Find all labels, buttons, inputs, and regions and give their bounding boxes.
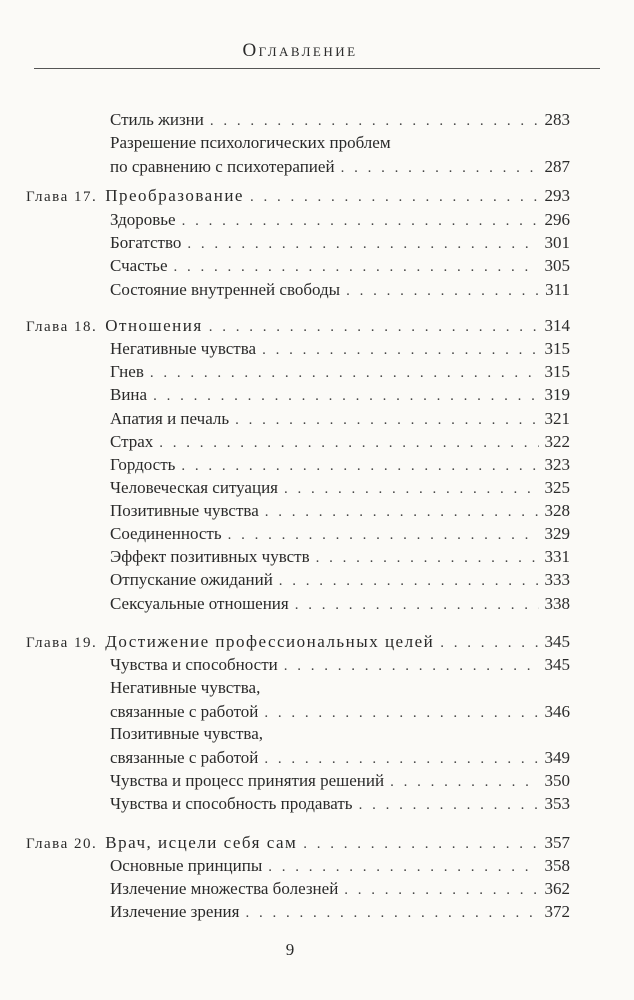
- page-ref: 315: [544, 362, 570, 381]
- section-title: Апатия и печаль: [110, 409, 230, 428]
- dot-leader: [284, 481, 539, 498]
- toc-section-entry-line: [110, 133, 570, 155]
- toc-section-entry: [110, 339, 570, 361]
- page-ref: 349: [544, 748, 570, 767]
- toc-section-entry-line: [110, 678, 570, 700]
- section-title: Гордость: [110, 455, 176, 474]
- section-title: Основные принципы: [110, 856, 263, 875]
- dot-leader: [359, 797, 539, 814]
- chapter-label: Глава 20.: [26, 836, 98, 852]
- toc-chapter-entry: [26, 316, 570, 338]
- section-title: Страх: [110, 432, 154, 451]
- toc-section-entry: [110, 233, 570, 255]
- page-number: 9: [285, 940, 295, 959]
- dot-leader: [268, 859, 538, 876]
- page-ref: 311: [545, 280, 570, 299]
- dot-leader: [209, 319, 539, 336]
- section-title: Здоровье: [110, 210, 176, 229]
- toc-section-entry: [110, 794, 570, 816]
- dot-leader: [150, 365, 539, 382]
- dot-leader: [303, 836, 538, 853]
- page-header-title: Оглавление: [242, 40, 358, 61]
- dot-leader: [153, 388, 538, 405]
- page-ref: 315: [544, 339, 570, 358]
- section-title: по сравнению с психотерапией: [110, 157, 335, 176]
- toc-section-entry: [110, 256, 570, 278]
- chapter-label: Глава 19.: [26, 635, 98, 651]
- page-ref: 333: [544, 570, 570, 589]
- dot-leader: [235, 412, 538, 429]
- dot-leader: [284, 658, 539, 675]
- chapter-title: Отношения: [105, 316, 203, 335]
- dot-leader: [181, 458, 538, 475]
- page-ref: 331: [544, 547, 570, 566]
- toc-section-entry: [110, 771, 570, 793]
- dot-leader: [262, 342, 538, 359]
- toc-section-entry: [110, 455, 570, 477]
- toc-section-entry: [110, 280, 570, 302]
- page-ref: 296: [544, 210, 570, 229]
- page-ref: 358: [544, 856, 570, 875]
- dot-leader: [344, 882, 538, 899]
- page-ref: 322: [544, 432, 570, 451]
- dot-leader: [390, 774, 538, 791]
- page-ref: 314: [544, 316, 570, 335]
- dot-leader: [440, 635, 538, 652]
- toc-chapter-entry: [26, 186, 570, 208]
- dot-leader: [182, 213, 539, 230]
- page-ref: 321: [544, 409, 570, 428]
- page-ref: 301: [544, 233, 570, 252]
- toc-section-entry-line: [110, 724, 570, 746]
- page-ref: 287: [544, 157, 570, 176]
- toc-section-entry: [110, 655, 570, 677]
- dot-leader: [264, 751, 538, 768]
- section-title: Стиль жизни: [110, 110, 204, 129]
- section-title: Эффект позитивных чувств: [110, 547, 310, 566]
- section-title: Чувства и процесс принятия решений: [110, 771, 385, 790]
- section-title: Позитивные чувства,: [110, 724, 264, 743]
- section-title: Отпускание ожиданий: [110, 570, 273, 589]
- dot-leader: [210, 113, 539, 130]
- toc-section-entry: [110, 902, 570, 924]
- toc-section-entry: [110, 210, 570, 232]
- page-ref: 329: [544, 524, 570, 543]
- dot-leader: [245, 905, 538, 922]
- toc-section-entry: [110, 157, 570, 179]
- section-title: Негативные чувства: [110, 339, 257, 358]
- toc-section-entry: [110, 432, 570, 454]
- dot-leader: [295, 597, 539, 614]
- page-ref: 293: [544, 186, 570, 205]
- toc-section-entry: [110, 110, 570, 132]
- section-title: Чувства и способность продавать: [110, 794, 353, 813]
- toc-section-entry: [110, 547, 570, 569]
- section-title: Позитивные чувства: [110, 501, 259, 520]
- toc-chapter-entry: [26, 632, 570, 654]
- section-title: Гнев: [110, 362, 144, 381]
- dot-leader: [187, 236, 538, 253]
- dot-leader: [250, 189, 539, 206]
- dot-leader: [279, 573, 539, 590]
- section-title: связанные с работой: [110, 702, 259, 721]
- dot-leader: [228, 527, 539, 544]
- page-ref: 345: [544, 632, 570, 651]
- dot-leader: [264, 705, 538, 722]
- section-title: Вина: [110, 385, 148, 404]
- chapter-title: Преобразование: [105, 186, 244, 205]
- toc-section-entry: [110, 856, 570, 878]
- page-ref: 346: [544, 702, 570, 721]
- chapter-label: Глава 18.: [26, 319, 98, 335]
- toc-chapter-entry: [26, 833, 570, 855]
- toc-section-entry: [110, 702, 570, 724]
- page-ref: 323: [544, 455, 570, 474]
- section-title: Излечение множества болезней: [110, 879, 339, 898]
- page-ref: 338: [544, 594, 570, 613]
- toc-section-entry: [110, 594, 570, 616]
- dot-leader: [316, 550, 539, 567]
- dot-leader: [341, 160, 539, 177]
- chapter-title: Достижение профессиональных целей: [105, 632, 435, 651]
- page-ref: 325: [544, 478, 570, 497]
- toc-section-entry: [110, 524, 570, 546]
- toc-section-entry: [110, 748, 570, 770]
- toc-section-entry: [110, 879, 570, 901]
- page-ref: 305: [544, 256, 570, 275]
- toc-section-entry: [110, 362, 570, 384]
- toc-section-entry: [110, 501, 570, 523]
- dot-leader: [173, 259, 538, 276]
- section-title: Разрешение психологических проблем: [110, 133, 391, 152]
- toc-section-entry: [110, 409, 570, 431]
- dot-leader: [265, 504, 539, 521]
- section-title: Сексуальные отношения: [110, 594, 289, 613]
- page-ref: 357: [544, 833, 570, 852]
- page-ref: 350: [544, 771, 570, 790]
- chapter-label: Глава 17.: [26, 189, 98, 205]
- section-title: Негативные чувства,: [110, 678, 261, 697]
- section-title: Состояние внутренней свободы: [110, 280, 341, 299]
- toc-section-entry: [110, 385, 570, 407]
- section-title: Богатство: [110, 233, 182, 252]
- page-ref: 328: [544, 501, 570, 520]
- section-title: Чувства и способности: [110, 655, 278, 674]
- page-ref: 372: [544, 902, 570, 921]
- page-ref: 353: [544, 794, 570, 813]
- page-ref: 362: [544, 879, 570, 898]
- section-title: связанные с работой: [110, 748, 259, 767]
- section-title: Счастье: [110, 256, 168, 275]
- section-title: Излечение зрения: [110, 902, 240, 921]
- page-ref: 345: [544, 655, 570, 674]
- toc-section-entry: [110, 478, 570, 500]
- toc-section-entry: [110, 570, 570, 592]
- section-title: Человеческая ситуация: [110, 478, 278, 497]
- section-title: Соединенность: [110, 524, 222, 543]
- page-ref: 319: [544, 385, 570, 404]
- chapter-title: Врач, исцели себя сам: [105, 833, 298, 852]
- page-ref: 283: [544, 110, 570, 129]
- dot-leader: [346, 283, 539, 300]
- dot-leader: [159, 435, 538, 452]
